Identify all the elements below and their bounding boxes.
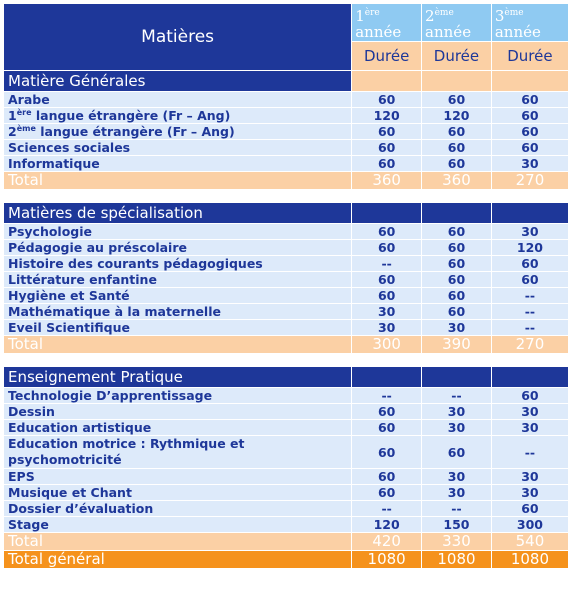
table-row — [4, 501, 568, 516]
header-row-years — [4, 4, 568, 41]
duration-value: 30 — [422, 404, 491, 419]
duration-value: 60 — [422, 256, 491, 271]
table-row — [4, 92, 568, 107]
spacer-cell — [422, 190, 491, 202]
year-2-header: 2ème année — [422, 4, 491, 41]
total-value: 270 — [492, 336, 568, 353]
duration-value: -- — [492, 320, 568, 335]
duration-value: 60 — [422, 304, 491, 319]
duration-value: 30 — [492, 224, 568, 239]
duration-value: 30 — [352, 320, 421, 335]
duration-value: -- — [352, 256, 421, 271]
duration-value: 60 — [492, 92, 568, 107]
subject-label: Musique et Chant — [4, 485, 351, 500]
table-row — [4, 272, 568, 287]
spacer-cell — [422, 354, 491, 366]
total-value: 330 — [422, 533, 491, 550]
subject-label: Hygiène et Santé — [4, 288, 351, 303]
subject-label: Technologie D’apprentissage — [4, 388, 351, 403]
section-spacer — [4, 354, 568, 366]
duration-value: 30 — [422, 420, 491, 435]
total-label: Total — [4, 533, 351, 550]
spacer-cell — [352, 354, 421, 366]
table-row — [4, 420, 568, 435]
duration-value: 30 — [422, 485, 491, 500]
table-row — [4, 404, 568, 419]
grand-total-value: 1080 — [492, 551, 568, 568]
section-title: Enseignement Pratique — [4, 367, 351, 387]
duration-value: 30 — [492, 420, 568, 435]
total-value: 420 — [352, 533, 421, 550]
total-value: 360 — [352, 172, 421, 189]
total-value: 300 — [352, 336, 421, 353]
duration-value: 60 — [352, 124, 421, 139]
section-title: Matières de spécialisation — [4, 203, 351, 223]
duration-value: 60 — [422, 288, 491, 303]
table-row — [4, 388, 568, 403]
section-header-row — [4, 71, 568, 91]
duration-value: 30 — [492, 469, 568, 484]
subject-label-text: langue étrangère (Fr – Ang) — [35, 124, 235, 139]
duration-value: 60 — [492, 140, 568, 155]
duration-header-3: Durée — [492, 42, 568, 70]
total-row — [4, 336, 568, 353]
total-label: Total — [4, 172, 351, 189]
duration-value: 60 — [352, 404, 421, 419]
table-row — [4, 156, 568, 171]
section-header-row — [4, 367, 568, 387]
section-header-filler — [352, 367, 421, 387]
spacer-cell — [492, 190, 568, 202]
duration-value: 60 — [352, 140, 421, 155]
section-header-filler — [422, 203, 491, 223]
duration-value: 120 — [352, 108, 421, 123]
section-title: Matière Générales — [4, 71, 351, 91]
subject-label: Histoire des courants pédagogiques — [4, 256, 351, 271]
section-header-filler — [352, 71, 421, 91]
section-header-row — [4, 203, 568, 223]
year-1-header: 1ère année — [352, 4, 421, 41]
grand-total-value: 1080 — [352, 551, 421, 568]
duration-value: 120 — [352, 517, 421, 532]
table-row — [4, 140, 568, 155]
table-row — [4, 256, 568, 271]
subject-label: Pédagogie au préscolaire — [4, 240, 351, 255]
duration-value: 60 — [422, 272, 491, 287]
duration-value: 60 — [352, 224, 421, 239]
table-body — [4, 4, 568, 568]
total-value: 390 — [422, 336, 491, 353]
duration-value: 150 — [422, 517, 491, 532]
total-value: 540 — [492, 533, 568, 550]
total-label: Total — [4, 336, 351, 353]
duration-value: 60 — [352, 92, 421, 107]
duration-value: 60 — [352, 420, 421, 435]
section-header-filler — [492, 203, 568, 223]
section-header-filler — [422, 71, 491, 91]
duration-value: -- — [422, 388, 491, 403]
table-title: Matières — [4, 4, 351, 70]
table-row — [4, 240, 568, 255]
spacer-cell — [4, 354, 351, 366]
duration-value: 60 — [422, 240, 491, 255]
subject-label: Mathématique à la maternelle — [4, 304, 351, 319]
duration-value: -- — [492, 304, 568, 319]
subject-label: Sciences sociales — [4, 140, 351, 155]
duration-value: 60 — [492, 388, 568, 403]
spacer-cell — [492, 354, 568, 366]
duration-value: 120 — [492, 240, 568, 255]
spacer-cell — [352, 190, 421, 202]
duration-value: 60 — [492, 108, 568, 123]
subject-label-ordinal: 2 — [8, 124, 17, 139]
grand-total-value: 1080 — [422, 551, 491, 568]
grand-total-row — [4, 551, 568, 568]
subject-label: Arabe — [4, 92, 351, 107]
duration-value: 60 — [422, 92, 491, 107]
table-row — [4, 485, 568, 500]
subject-label: Dessin — [4, 404, 351, 419]
duration-value: 60 — [422, 156, 491, 171]
table-row — [4, 224, 568, 239]
duration-value: 60 — [492, 256, 568, 271]
table-row — [4, 288, 568, 303]
table-row — [4, 320, 568, 335]
section-header-filler — [492, 71, 568, 91]
subject-label: EPS — [4, 469, 351, 484]
total-value: 270 — [492, 172, 568, 189]
table-row — [4, 124, 568, 139]
duration-value: 60 — [352, 485, 421, 500]
duration-value: -- — [492, 436, 568, 468]
subject-label: Eveil Scientifique — [4, 320, 351, 335]
subject-label: Informatique — [4, 156, 351, 171]
duration-value: 30 — [352, 304, 421, 319]
section-header-filler — [492, 367, 568, 387]
subject-label — [4, 124, 351, 139]
subject-label: Education motrice : Rythmique et psychomotricité — [4, 436, 351, 468]
duration-value: 30 — [492, 485, 568, 500]
subject-label-sup: ère — [16, 108, 32, 117]
table-row — [4, 304, 568, 319]
table-row — [4, 108, 568, 123]
subject-label: Psychologie — [4, 224, 351, 239]
duration-value: 60 — [422, 140, 491, 155]
section-header-filler — [352, 203, 421, 223]
duration-value: 60 — [492, 124, 568, 139]
table-row — [4, 469, 568, 484]
duration-value: -- — [422, 501, 491, 516]
duration-value: 60 — [492, 501, 568, 516]
duration-value: -- — [352, 388, 421, 403]
subject-label: Stage — [4, 517, 351, 532]
duration-value: 60 — [352, 288, 421, 303]
duration-value: 60 — [352, 272, 421, 287]
grand-total-label: Total général — [4, 551, 351, 568]
duration-value: 60 — [422, 224, 491, 239]
duration-value: 60 — [422, 124, 491, 139]
spacer-cell — [4, 190, 351, 202]
duration-header-1: Durée — [352, 42, 421, 70]
section-spacer — [4, 190, 568, 202]
duration-value: 120 — [422, 108, 491, 123]
duration-value: -- — [492, 288, 568, 303]
subject-label-text: langue étrangère (Fr – Ang) — [31, 108, 231, 123]
section-header-filler — [422, 367, 491, 387]
duration-value: 30 — [492, 404, 568, 419]
duration-value: 60 — [352, 469, 421, 484]
subject-label: Dossier d’évaluation — [4, 501, 351, 516]
subject-label: Education artistique — [4, 420, 351, 435]
duration-value: -- — [352, 501, 421, 516]
subject-label: Littérature enfantine — [4, 272, 351, 287]
duration-value: 30 — [492, 156, 568, 171]
table-row — [4, 436, 568, 468]
subject-label-ordinal: 1 — [8, 108, 17, 123]
duration-value: 30 — [422, 320, 491, 335]
curriculum-table — [3, 3, 569, 569]
table-row — [4, 517, 568, 532]
duration-value: 60 — [422, 436, 491, 468]
year-3-header: 3ème année — [492, 4, 568, 41]
subject-label-sup: ème — [16, 124, 36, 133]
duration-value: 60 — [352, 436, 421, 468]
duration-value: 60 — [492, 272, 568, 287]
duration-value: 60 — [352, 240, 421, 255]
duration-value: 30 — [422, 469, 491, 484]
duration-value: 300 — [492, 517, 568, 532]
total-row — [4, 172, 568, 189]
duration-value: 60 — [352, 156, 421, 171]
subject-label — [4, 108, 351, 123]
total-value: 360 — [422, 172, 491, 189]
total-row — [4, 533, 568, 550]
duration-header-2: Durée — [422, 42, 491, 70]
